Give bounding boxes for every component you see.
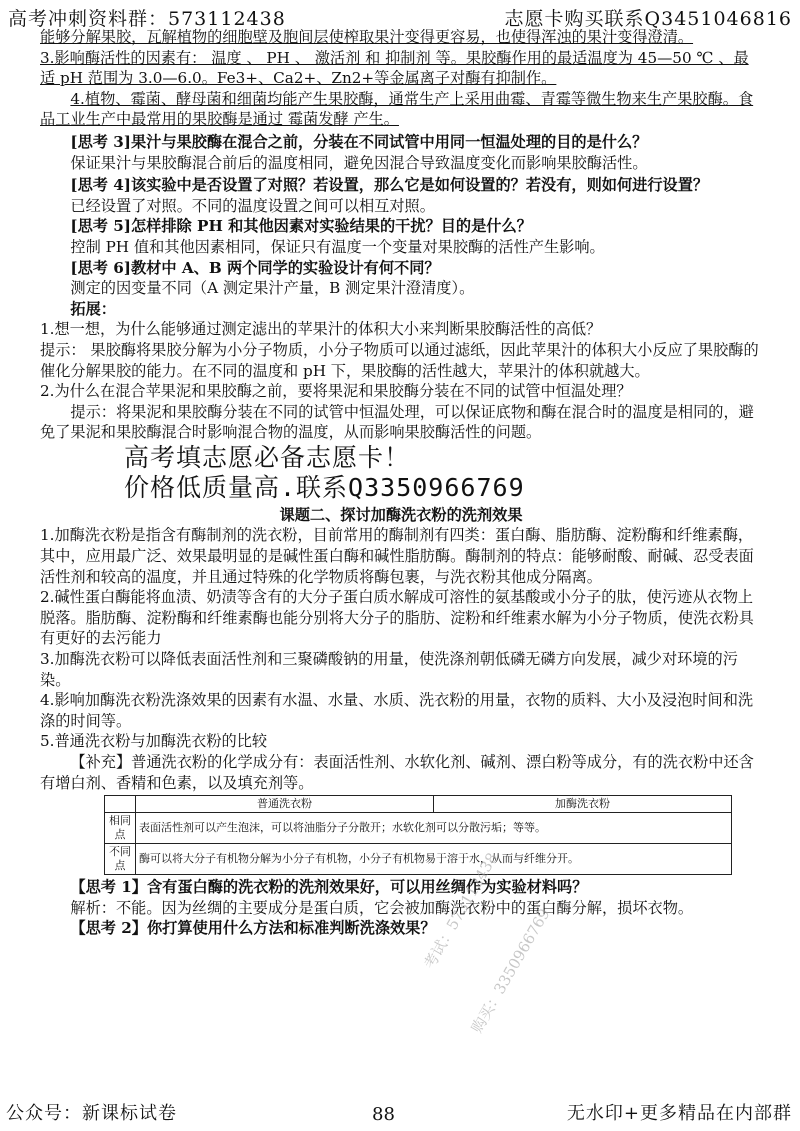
extension-title: 拓展： xyxy=(70,299,116,318)
answer-think-1: 解析：不能。因为丝绸的主要成分是蛋白质，它会被加酶洗衣粉中的蛋白酶分解，损坏衣物。 xyxy=(70,898,694,917)
answer-think-6: 测定的因变量不同（A 测定果汁产量，B 测定果汁澄清度）。 xyxy=(70,279,475,298)
question-think-6: [思考 6]教材中 A、B 两个同学的实验设计有何不同？ xyxy=(70,258,440,277)
paragraph-enzyme-detergent: 1.加酶洗衣粉是指含有酶制剂的洗衣粉，目前常用的酶制剂有四类：蛋白酶、脂肪酶、淀粉酶和纤维素酶，其中，应用最广泛、效果最明显的是碱性蛋白酶和碱性脂肪酶。酶制剂的特点：能够耐酸、耐碱、忍受表面活性剂和较高的温度，并且通过特殊的化学物质将酶包裹，与洗衣粉其他成分隔离。 xyxy=(40,526,754,586)
section-title: 课题二、探讨加酶洗衣粉的洗剂效果 xyxy=(279,505,523,524)
table-header-row xyxy=(105,796,732,813)
table-cell: 表面活性剂可以产生泡沫，可以将油脂分子分散开；水软化剂可以分散污垢；等等。 xyxy=(136,813,732,844)
watermark-text: 购买：3350966769 xyxy=(467,905,554,1037)
answer-think-5: 控制 PH 值和其他因素相同，保证只有温度一个变量对果胶酶的活性产生影响。 xyxy=(70,237,605,256)
footer-account: 公众号：新课标试卷 xyxy=(6,1103,177,1124)
extension-hint-2: 提示：将果泥和果胶酶分装在不同的试管中恒温处理，可以保证底物和酶在混合时的温度是相同的，避免了果泥和果胶酶混合时影响混合物的温度，从而影响果胶酶活性的问题。 xyxy=(40,402,754,442)
paragraph-alkaline-protease: 2.碱性蛋白酶能将血渍、奶渍等含有的大分子蛋白质水解成可溶性的氨基酸或小分子的肽，使污迹从衣物上脱落。脂肪酶、淀粉酶和纤维素酶也能分别将大分子的脂肪、淀粉和纤维素水解为小分子物质，使洗衣粉具有更好的去污能力 xyxy=(40,588,754,648)
table-row-label: 相同点 xyxy=(105,813,136,844)
question-think-3: [思考 3]果汁与果胶酶在混合之前，分装在不同试管中用同一恒温处理的目的是什么？ xyxy=(70,132,648,151)
supplement-paragraph: 【补充】普通洗衣粉的化学成分有：表面活性剂、水软化剂、碱剂、漂白粉等成分，有的洗衣粉中还含有增白剂、香精和色素，以及填充剂等。 xyxy=(40,753,754,792)
table-corner-cell xyxy=(105,796,136,813)
extension-question-2: 2.为什么在混合苹果泥和果胶酶之前，要将果泥和果胶酶分装在不同的试管中恒温处理？ xyxy=(40,382,632,401)
question-think-4: [思考 4]该实验中是否设置了对照？若设置，那么它是如何设置的？若没有，则如何进行设置？ xyxy=(70,176,709,195)
advert-line-1: 高考填志愿必备志愿卡！ xyxy=(124,442,411,472)
footer-note: 无水印+更多精品在内部群 xyxy=(566,1103,792,1124)
question-think-5: [思考 5]怎样排除 PH 和其他因素对实验结果的干扰？目的是什么？ xyxy=(70,217,532,236)
watermark-text: 考试：573112438 xyxy=(420,849,502,972)
paragraph-pectinase-sources: 4.植物、霉菌、酵母菌和细菌均能产生果胶酶，通常生产上采用曲霉、青霉等微生物来生产果胶酶。食品工业生产中最常用的果胶酶是通过 霉菌发酵 产生。 xyxy=(40,89,754,129)
paragraph-pectinase-function: 能够分解果胶，瓦解植物的细胞壁及胞间层使榨取果汁变得更容易，也使得浑浊的果汁变得澄清。 xyxy=(40,28,694,46)
advert-line-2: 价格低质量高.联系Q3350966769 xyxy=(124,472,525,502)
question-think-1: 【思考 1】含有蛋白酶的洗衣粉的洗剂效果好，可以用丝绸作为实验材料吗？ xyxy=(70,878,588,897)
paragraph-phosphate-reduction: 3.加酶洗衣粉可以降低表面活性剂和三聚磷酸钠的用量，使洗涤剂朝低磷无磷方向发展，减少对环境的污染。 xyxy=(40,650,738,689)
table-header-ordinary: 普通洗衣粉 xyxy=(136,796,434,813)
table-row-label: 不同点 xyxy=(105,844,136,875)
paragraph-comparison-heading: 5.普通洗衣粉与加酶洗衣粉的比较 xyxy=(40,732,268,751)
table-header-enzyme: 加酶洗衣粉 xyxy=(434,796,732,813)
document-body xyxy=(40,27,762,939)
footer-page-number: 88 xyxy=(372,1104,395,1125)
table-cell: 酶可以将大分子有机物分解为小分子有机物，小分子有机物易于溶于水，从而与纤维分开。 xyxy=(136,844,732,875)
answer-think-4: 已经设置了对照。不同的温度设置之间可以相互对照。 xyxy=(70,196,435,215)
answer-think-3: 保证果汁与果胶酶混合前后的温度相同，避免因混合导致温度变化而影响果胶酶活性。 xyxy=(70,153,648,172)
header-group-contact: 高考冲刺资料群：573112438 xyxy=(8,8,286,30)
header-card-contact: 志愿卡购买联系Q3451046816 xyxy=(504,8,792,30)
paragraph-washing-factors: 4.影响加酶洗衣粉洗涤效果的因素有水温、水量、水质、洗衣粉的用量，衣物的质料、大小及浸泡时间和洗涤的时间等。 xyxy=(40,691,754,730)
question-think-2: 【思考 2】你打算使用什么方法和标准判断洗涤效果？ xyxy=(70,919,436,938)
extension-hint-1: 提示： 果胶酶将果胶分解为小分子物质，小分子物质可以通过滤纸，因此苹果汁的体积大小反应了果胶酶的催化分解果胶的能力。在不同的温度和 pH 下，果胶酶的活性越大，苹果汁的体积就越大。 xyxy=(40,340,759,380)
extension-question-1: 1.想一想，为什么能够通过测定滤出的苹果汁的体积大小来判断果胶酶活性的高低？ xyxy=(40,320,602,339)
table-row xyxy=(105,844,732,875)
table-row xyxy=(105,813,732,844)
paragraph-enzyme-factors: 3.影响酶活性的因素有： 温度 、 PH 、 激活剂 和 抑制剂 等。果胶酶作用的最适温度为 45—50 ℃ 、最适 pH 范围为 3.0—6.0。Fe3+、Ca2+、Zn2+等金属离子对酶有抑制作。 xyxy=(40,48,749,88)
comparison-table xyxy=(104,795,732,875)
